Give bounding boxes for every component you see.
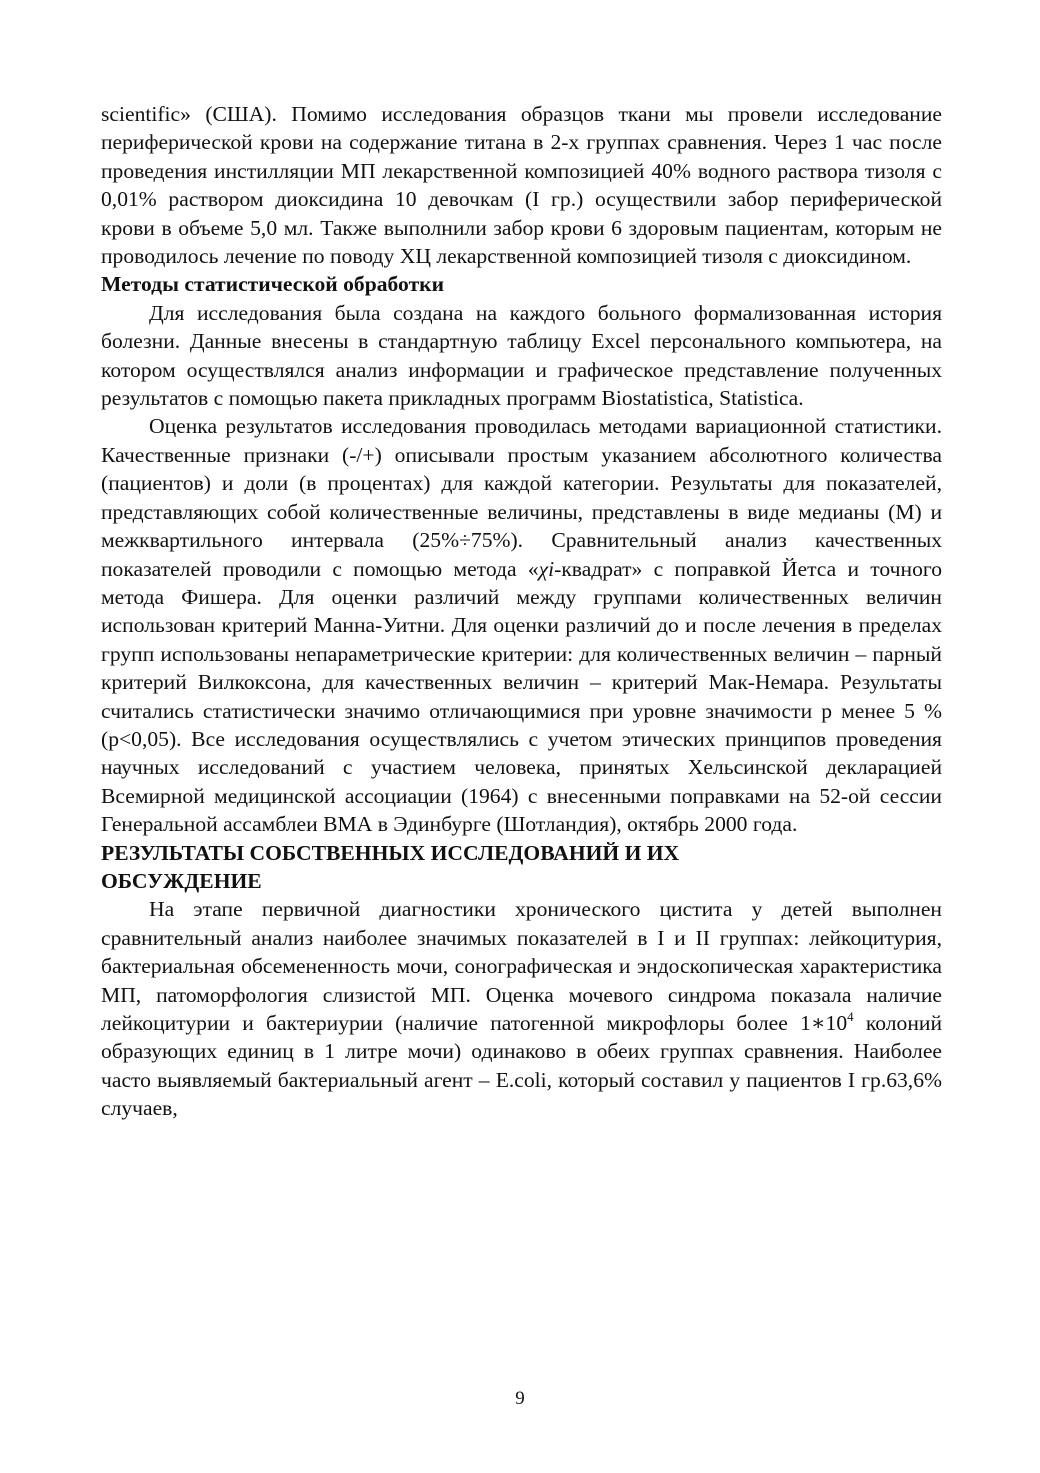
text-segment: Оценка результатов исследования проводилась методами вариационной статистики. Качественные признаки (-/+) описывали простым указанием абсолютного количества (пациентов) и доли (в процентах) для каждой категории. Результаты для показателей, представляющих собой количественные величины, представлены в виде медианы (М) и межквартильного интервала (25%÷75%). Сравнительный анализ качественных показателей проводили с помощью метода « <box>101 414 942 581</box>
heading-line: ОБСУЖДЕНИЕ <box>101 868 262 893</box>
section-heading-statistics: Методы статистической обработки <box>101 272 445 297</box>
page-number: 9 <box>515 1388 525 1409</box>
heading-line: РЕЗУЛЬТАТЫ СОБСТВЕННЫХ ИССЛЕДОВАНИЙ И ИХ <box>101 840 680 865</box>
paragraph-primary-diagnostics <box>101 895 942 1122</box>
text-segment: На этапе первичной диагностики хронического цистита у детей выполнен сравнительный анализ наиболее значимых показателей в I и II группах: лейкоцитурия, бактериальная обсемененность мочи, сонографическая и эндоскопическая характеристика МП, патоморфология слизистой МП. Оценка мочевого синдрома показала наличие лейкоцитурии и бактериурии (наличие патогенной микрофлоры более 1∗10 <box>101 897 942 1035</box>
chi-symbol: χi <box>538 556 555 581</box>
paragraph-sample-collection: scientific» (США). Помимо исследования образцов ткани мы провели исследование периферической крови на содержание титана в 2-х группах сравнения. Через 1 час после проведения инстилляции МП лекарственной композицией 40% водного раствора тизоля с 0,01% раствором диоксидина 10 девочкам (I гр.) осуществили забор периферической крови в объеме 5,0 мл. Также выполнили забор крови 6 здоровым пациентам, которым не проводилось лечение по поводу ХЦ лекарственной композицией тизоля с диоксидином. <box>101 102 942 269</box>
section-heading-results <box>101 839 942 896</box>
page-body <box>101 100 942 1123</box>
text-segment: колоний образующих единиц в 1 литре мочи) одинаково в обеих группах сравнения. Наиболее часто выявляемый бактериальный агент – E.coli, который составил у пациентов I гр.63,6% случаев, <box>101 1011 943 1121</box>
superscript-exponent: 4 <box>847 1009 854 1024</box>
paragraph-data-entry: Для исследования была создана на каждого больного формализованная история болезни. Данные внесены в стандартную таблицу Excel персонального компьютера, на котором осуществлялся анализ информации и графическое представление полученных результатов с помощью пакета прикладных программ Biostatistica, Statistica. <box>101 300 942 411</box>
paragraph-statistical-methods <box>101 412 942 838</box>
text-segment: -квадрат» с поправкой Йетса и точного метода Фишера. Для оценки различий между группами количественных величин использован критерий Манна-Уитни. Для оценки различий до и после лечения в пределах групп использованы непараметрические критерии: для количественных величин – парный критерий Вилкоксона, для качественных величин – критерий Мак-Немара. Результаты считались статистически значимо отличающимися при уровне значимости р менее 5 % (р<0,05). Все исследования осуществлялись с учетом этических принципов проведения научных исследований с участием человека, принятых Хельсинской декларацией Всемирной медицинской ассоциации (1964) с внесенными поправками на 52-ой сессии Генеральной ассамблеи ВМА в Эдинбурге (Шотландия), октябрь 2000 года. <box>101 556 942 837</box>
